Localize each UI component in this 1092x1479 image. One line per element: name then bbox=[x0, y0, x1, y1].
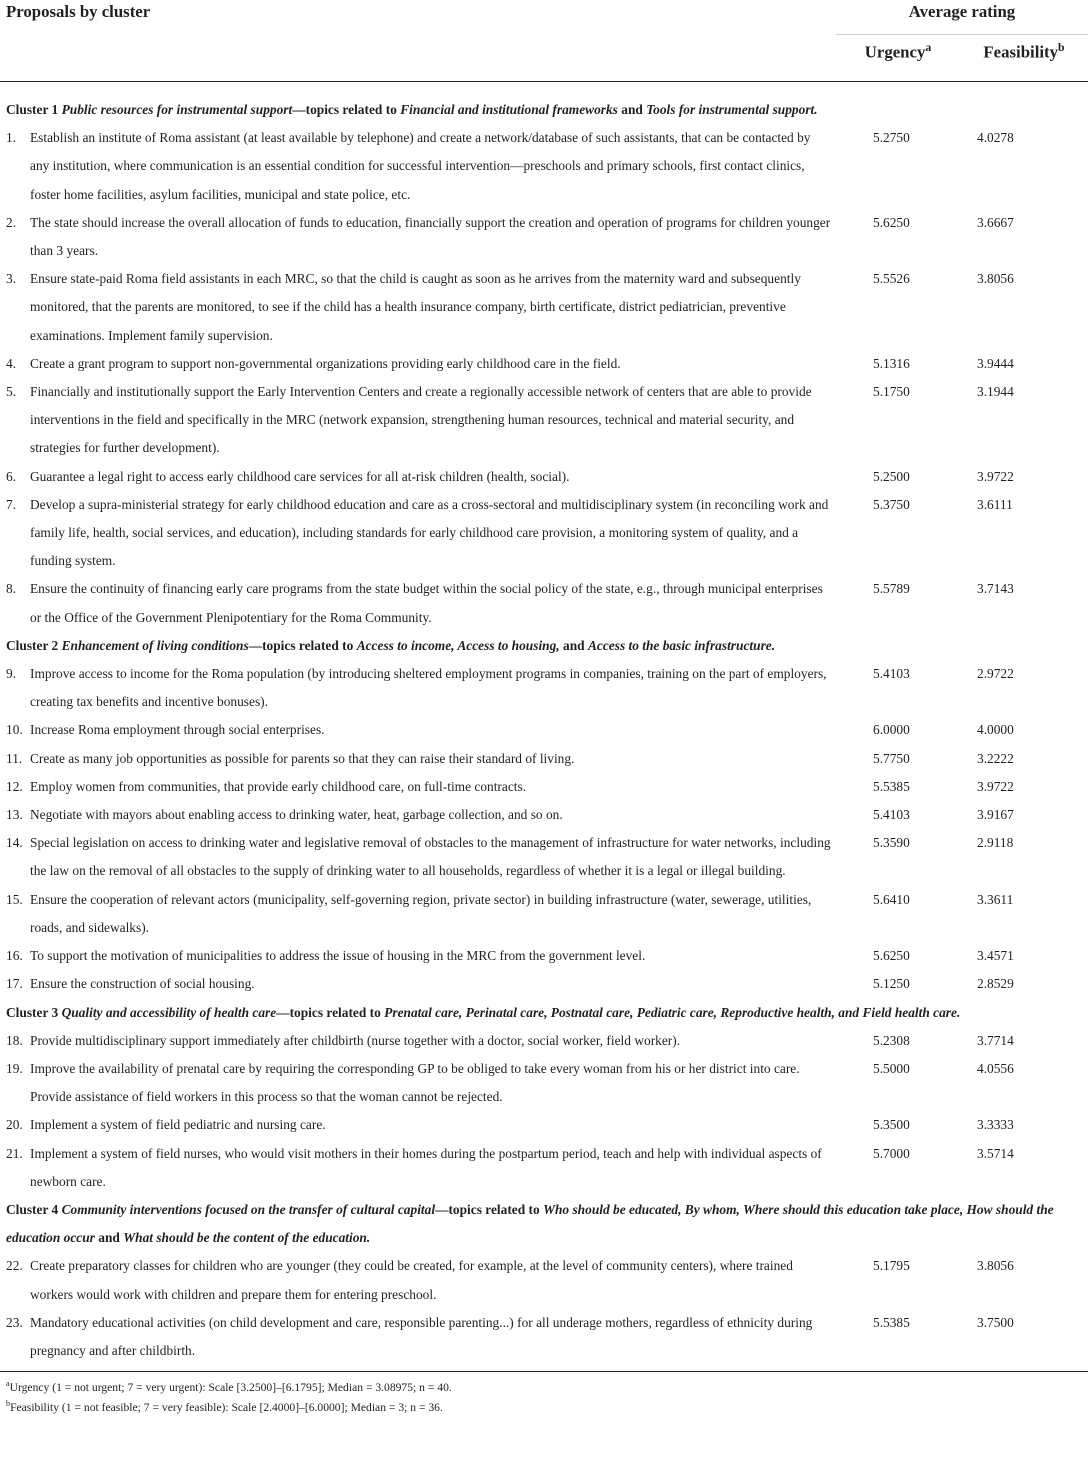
urgency-value: 5.2308 bbox=[873, 1032, 910, 1048]
feasibility-value: 4.0000 bbox=[977, 722, 1014, 738]
cluster-header-row bbox=[0, 96, 1088, 124]
proposal-text: Implement a system of field nurses, who would visit mothers in their homes during the postpartum period, teach and help with individual aspects of newborn care. bbox=[30, 1145, 822, 1189]
feasibility-value: 3.2222 bbox=[977, 750, 1014, 766]
proposal-cell bbox=[0, 970, 836, 998]
cluster-label: Cluster 4 bbox=[6, 1201, 59, 1217]
proposal-cell bbox=[0, 124, 836, 209]
proposal-text: Establish an institute of Roma assistant (at least available by telephone) and create a network/database of such assistants, that can be contacted by any institution, where communication is an essential condition for successful intervention—preschools and primary schools, first contact clinics, foster home facilities, asylum facilities, municipal and state police, etc. bbox=[30, 130, 811, 202]
table-row bbox=[0, 1027, 1088, 1055]
feasibility-value: 3.9444 bbox=[977, 355, 1014, 371]
table-row bbox=[0, 1140, 1088, 1196]
table-body bbox=[0, 82, 1088, 1366]
feasibility-label: Feasibility bbox=[983, 42, 1059, 62]
proposal-item bbox=[6, 773, 832, 801]
feasibility-value: 3.8056 bbox=[977, 271, 1014, 287]
table-row bbox=[0, 1111, 1088, 1139]
proposal-cell bbox=[0, 350, 836, 378]
feasibility-value: 3.8056 bbox=[977, 1258, 1014, 1274]
urgency-value: 5.2500 bbox=[873, 468, 910, 484]
proposal-number: 23. bbox=[6, 1314, 23, 1330]
proposal-text: Ensure the construction of social housing. bbox=[30, 976, 255, 992]
proposal-cell bbox=[0, 463, 836, 491]
cluster-title: Quality and accessibility of health care bbox=[61, 1004, 277, 1020]
proposal-item bbox=[6, 942, 832, 970]
table-row bbox=[0, 716, 1088, 744]
proposal-item bbox=[6, 716, 832, 744]
table-row bbox=[0, 745, 1088, 773]
proposal-text: Ensure the cooperation of relevant actors (municipality, self-governing region, private sector) in building infrastructure (water, sewerage, utilities, roads, and sidewalks). bbox=[30, 891, 812, 935]
feasibility-value: 3.7500 bbox=[977, 1314, 1014, 1330]
proposal-item bbox=[6, 378, 832, 463]
proposal-cell bbox=[0, 209, 836, 265]
urgency-value: 5.6250 bbox=[873, 948, 910, 964]
proposal-item bbox=[6, 745, 832, 773]
urgency-value: 5.5385 bbox=[873, 778, 910, 794]
footnote-a-marker: a bbox=[6, 1379, 10, 1389]
urgency-value: 5.5385 bbox=[873, 1314, 910, 1330]
urgency-value: 5.3500 bbox=[873, 1117, 910, 1133]
cluster-title: Community interventions focused on the transfer of cultural capital bbox=[61, 1201, 436, 1217]
proposal-text: Create a grant program to support non-governmental organizations providing early childhood care in the field. bbox=[30, 355, 621, 371]
table-row bbox=[0, 942, 1088, 970]
table-row bbox=[0, 463, 1088, 491]
header-row-2 bbox=[0, 35, 1088, 82]
table-row bbox=[0, 124, 1088, 209]
urgency-value: 5.3750 bbox=[873, 496, 910, 512]
table-row bbox=[0, 660, 1088, 716]
proposal-text: Create preparatory classes for children who are younger (they could be created, for example, at the level of community centers), where trained workers would work with children and prepare them for entering preschool. bbox=[30, 1258, 793, 1302]
proposal-number: 22. bbox=[6, 1258, 23, 1274]
feasibility-value: 4.0278 bbox=[977, 130, 1014, 146]
proposal-item bbox=[6, 886, 832, 942]
proposal-text: Negotiate with mayors about enabling access to drinking water, heat, garbage collection, and so on. bbox=[30, 807, 563, 823]
feasibility-value: 3.6111 bbox=[977, 496, 1013, 512]
column-header-feasibility bbox=[960, 35, 1088, 82]
proposal-number: 18. bbox=[6, 1032, 23, 1048]
cluster-topics: Who should be educated, By whom, Where should this education take place, How should the education occur bbox=[6, 1201, 1054, 1246]
proposal-text: Mandatory educational activities (on child development and care, responsible parenting...) for all underage mothers, regardless of ethnicity during pregnancy and after childbirth. bbox=[30, 1314, 813, 1358]
proposal-text: Improve access to income for the Roma population (by introducing sheltered employment programs in companies, training on the part of employers, creating tax benefits and incentive bonuses). bbox=[30, 666, 827, 710]
feasibility-value: 3.5714 bbox=[977, 1145, 1014, 1161]
proposal-cell bbox=[0, 1140, 836, 1196]
proposal-number: 4. bbox=[6, 355, 17, 371]
cluster-label: Cluster 1 bbox=[6, 102, 59, 117]
urgency-value: 5.7000 bbox=[873, 1145, 910, 1161]
proposal-item bbox=[6, 575, 832, 631]
cluster-topics: Financial and institutional frameworks bbox=[400, 102, 618, 117]
proposal-number: 1. bbox=[6, 130, 17, 146]
urgency-value: 5.4103 bbox=[873, 807, 910, 823]
cluster-label: Cluster 3 bbox=[6, 1004, 59, 1020]
cluster-header bbox=[0, 999, 1088, 1027]
urgency-value: 5.5000 bbox=[873, 1060, 910, 1076]
proposal-number: 20. bbox=[6, 1117, 23, 1133]
cluster-topics-and: and bbox=[98, 1230, 120, 1246]
table-row bbox=[0, 829, 1088, 885]
proposal-cell bbox=[0, 942, 836, 970]
proposal-number: 8. bbox=[6, 581, 17, 597]
proposal-item bbox=[6, 463, 832, 491]
feasibility-value: 3.3611 bbox=[977, 891, 1014, 907]
proposal-text: Employ women from communities, that provide early childhood care, on full-time contracts. bbox=[30, 778, 527, 794]
proposal-cell bbox=[0, 886, 836, 942]
table-row bbox=[0, 801, 1088, 829]
proposal-text: The state should increase the overall allocation of funds to education, financially support the creation and operation of programs for children younger than 3 years. bbox=[30, 214, 831, 259]
proposal-number: 19. bbox=[6, 1060, 23, 1076]
urgency-value: 5.6250 bbox=[873, 214, 910, 230]
table-row bbox=[0, 378, 1088, 463]
proposal-item bbox=[6, 829, 832, 885]
cluster-topics-2: Tools for instrumental support. bbox=[646, 102, 818, 117]
cluster-header-row bbox=[0, 999, 1088, 1027]
table-row bbox=[0, 491, 1088, 576]
proposal-number: 15. bbox=[6, 891, 23, 907]
proposal-cell bbox=[0, 1111, 836, 1139]
cluster-topics-intro: —topics related to bbox=[276, 1004, 381, 1020]
table-row bbox=[0, 209, 1088, 265]
feasibility-value: 3.9167 bbox=[977, 807, 1014, 823]
proposal-cell bbox=[0, 491, 836, 576]
urgency-value: 5.5526 bbox=[873, 271, 910, 287]
cluster-header-row bbox=[0, 632, 1088, 660]
urgency-value: 5.1250 bbox=[873, 976, 910, 992]
feasibility-value: 3.9722 bbox=[977, 778, 1014, 794]
proposal-cell bbox=[0, 265, 836, 350]
proposal-number: 16. bbox=[6, 948, 23, 964]
cluster-topics-2: Access to the basic infrastructure. bbox=[587, 637, 776, 653]
cluster-topics: Access to income, Access to housing, bbox=[356, 637, 560, 653]
column-header-average-rating: Average rating bbox=[836, 0, 1088, 35]
proposal-text: Provide multidisciplinary support immediately after childbirth (nurse together with a doctor, social worker, field worker). bbox=[30, 1032, 681, 1048]
proposal-number: 7. bbox=[6, 496, 17, 512]
cluster-header bbox=[0, 1196, 1088, 1252]
proposal-number: 10. bbox=[6, 722, 23, 738]
feasibility-value: 3.9722 bbox=[977, 468, 1014, 484]
proposal-item bbox=[6, 265, 832, 350]
footnote-a bbox=[6, 1376, 1088, 1396]
proposal-item bbox=[6, 209, 832, 265]
proposal-cell bbox=[0, 575, 836, 631]
proposal-item bbox=[6, 970, 832, 998]
proposal-item bbox=[6, 1140, 832, 1196]
urgency-value: 5.1750 bbox=[873, 384, 910, 400]
proposal-cell bbox=[0, 1252, 836, 1308]
cluster-topics-intro: —topics related to bbox=[248, 637, 354, 653]
spacer-row bbox=[0, 82, 1088, 97]
cluster-topics-intro: —topics related to bbox=[435, 1201, 540, 1217]
table-row bbox=[0, 886, 1088, 942]
proposal-text: Develop a supra-ministerial strategy for early childhood education and care as a cross-sectoral and multidisciplinary system (in reconciling work and family life, health, social services, and education), including standards for early childhood care provision, a monitoring system of quality, and a funding system. bbox=[30, 496, 829, 569]
feasibility-value: 4.0556 bbox=[977, 1060, 1014, 1076]
proposal-number: 14. bbox=[6, 835, 23, 851]
feasibility-value: 2.9118 bbox=[977, 835, 1014, 851]
proposal-text: To support the motivation of municipalities to address the issue of housing in the MRC from the government level. bbox=[30, 948, 646, 964]
proposal-number: 5. bbox=[6, 384, 17, 400]
urgency-value: 5.3590 bbox=[873, 835, 910, 851]
proposal-item bbox=[6, 660, 832, 716]
feasibility-value: 3.3333 bbox=[977, 1117, 1014, 1133]
column-header-proposals: Proposals by cluster bbox=[6, 2, 151, 21]
cluster-topics-and: and bbox=[563, 637, 585, 653]
footnote-b bbox=[6, 1396, 1088, 1416]
proposal-text: Improve the availability of prenatal care by requiring the corresponding GP to be obliged to take every woman from his or her district into care. Provide assistance of field workers in this process so that the woman cannot be rejected. bbox=[30, 1060, 800, 1105]
proposal-item bbox=[6, 1027, 832, 1055]
header-row-1 bbox=[0, 0, 1088, 35]
cluster-topics-intro: —topics related to bbox=[292, 102, 397, 117]
proposal-number: 3. bbox=[6, 271, 17, 287]
table-row bbox=[0, 575, 1088, 631]
proposal-text: Special legislation on access to drinking water and legislative removal of obstacles to the management of infrastructure for water networks, including the law on the removal of all obstacles to the supply of drinking water to all households, regardless of whether it is a legal or illegal building. bbox=[30, 835, 831, 879]
proposal-cell bbox=[0, 1027, 836, 1055]
cluster-header bbox=[0, 96, 1088, 124]
proposal-item bbox=[6, 491, 832, 576]
table-row bbox=[0, 773, 1088, 801]
footnote-b-text: Feasibility (1 = not feasible; 7 = very feasible): Scale [2.4000]–[6.0000]; Median = 3; n = 36. bbox=[10, 1400, 443, 1414]
urgency-value: 6.0000 bbox=[873, 722, 910, 738]
table-row bbox=[0, 1252, 1088, 1308]
urgency-value: 5.7750 bbox=[873, 750, 910, 766]
proposal-text: Increase Roma employment through social enterprises. bbox=[30, 722, 325, 738]
proposal-text: Ensure state-paid Roma field assistants in each MRC, so that the child is caught as soon as he arrives from the maternity ward and subsequently monitored, that the parents are monitored, to see if the child has a health insurance company, birth certificate, district pediatrician, preventive examinations. Implement family supervision. bbox=[30, 271, 801, 343]
proposal-cell bbox=[0, 1055, 836, 1111]
cluster-topics-2: What should be the content of the education. bbox=[123, 1230, 371, 1246]
proposal-cell bbox=[0, 1309, 836, 1365]
urgency-label: Urgency bbox=[864, 42, 926, 62]
proposal-number: 21. bbox=[6, 1145, 23, 1161]
proposal-text: Ensure the continuity of financing early care programs from the state budget within the social policy of the state, e.g., through municipal enterprises or the Office of the Government Plenipotentiary for the Roma Community. bbox=[30, 581, 823, 625]
proposal-number: 2. bbox=[6, 214, 17, 230]
proposal-item bbox=[6, 801, 832, 829]
table-row bbox=[0, 1055, 1088, 1111]
urgency-value: 5.5789 bbox=[873, 581, 910, 597]
cluster-title: Public resources for instrumental support bbox=[61, 102, 293, 117]
proposal-text: Create as many job opportunities as possible for parents so that they can raise their standard of living. bbox=[30, 750, 575, 766]
cluster-topics: Prenatal care, Perinatal care, Postnatal care, Pediatric care, Reproductive health, and Field health care. bbox=[384, 1004, 961, 1020]
feasibility-value: 3.1944 bbox=[977, 384, 1014, 400]
cluster-topics-and: and bbox=[621, 102, 643, 117]
feasibility-value: 2.8529 bbox=[977, 976, 1014, 992]
feasibility-value: 3.7714 bbox=[977, 1032, 1014, 1048]
table-row bbox=[0, 970, 1088, 998]
proposal-number: 6. bbox=[6, 468, 17, 484]
column-header-urgency bbox=[836, 35, 960, 82]
proposal-number: 13. bbox=[6, 807, 23, 823]
table-row bbox=[0, 1309, 1088, 1365]
feasibility-footnote-marker: b bbox=[1058, 41, 1065, 54]
proposal-item bbox=[6, 1252, 832, 1308]
cluster-title: Enhancement of living conditions bbox=[61, 637, 249, 653]
footnotes bbox=[0, 1371, 1088, 1416]
proposal-item bbox=[6, 1055, 832, 1111]
proposal-cell bbox=[0, 745, 836, 773]
table-row bbox=[0, 350, 1088, 378]
proposal-item bbox=[6, 124, 832, 209]
proposal-text: Guarantee a legal right to access early childhood care services for all at-risk children (health, social). bbox=[30, 468, 570, 484]
proposal-number: 12. bbox=[6, 778, 23, 794]
urgency-value: 5.1795 bbox=[873, 1258, 910, 1274]
proposal-item bbox=[6, 1309, 832, 1365]
proposal-number: 17. bbox=[6, 976, 23, 992]
proposal-item bbox=[6, 1111, 832, 1139]
proposal-number: 11. bbox=[6, 750, 23, 766]
proposal-cell bbox=[0, 716, 836, 744]
feasibility-value: 2.9722 bbox=[977, 666, 1014, 682]
proposal-cell bbox=[0, 660, 836, 716]
proposal-text: Financially and institutionally support the Early Intervention Centers and create a regionally accessible network of centers that are able to provide interventions in the field and specifically in the MRC (network expansion, strengthening human resources, technical and material security, and strategies for further development). bbox=[30, 384, 812, 456]
proposal-cell bbox=[0, 378, 836, 463]
footnote-b-marker: b bbox=[6, 1399, 11, 1408]
proposal-cell bbox=[0, 801, 836, 829]
table-row bbox=[0, 265, 1088, 350]
proposal-cell bbox=[0, 829, 836, 885]
header-empty bbox=[0, 35, 836, 82]
urgency-value: 5.2750 bbox=[873, 130, 910, 146]
cluster-header bbox=[0, 632, 1088, 660]
urgency-value: 5.1316 bbox=[873, 355, 910, 371]
feasibility-value: 3.6667 bbox=[977, 214, 1014, 230]
urgency-footnote-marker: a bbox=[925, 41, 932, 54]
feasibility-value: 3.7143 bbox=[977, 581, 1014, 597]
proposal-number: 9. bbox=[6, 666, 17, 682]
cluster-header-row bbox=[0, 1196, 1088, 1252]
proposal-text: Implement a system of field pediatric and nursing care. bbox=[30, 1117, 326, 1133]
proposal-item bbox=[6, 350, 832, 378]
feasibility-value: 3.4571 bbox=[977, 948, 1014, 964]
cluster-label: Cluster 2 bbox=[6, 637, 59, 653]
proposal-cell bbox=[0, 773, 836, 801]
urgency-value: 5.4103 bbox=[873, 666, 910, 682]
urgency-value: 5.6410 bbox=[873, 891, 910, 907]
footnote-a-text: Urgency (1 = not urgent; 7 = very urgent): Scale [3.2500]–[6.1795]; Median = 3.08975; n = 40. bbox=[9, 1381, 452, 1394]
